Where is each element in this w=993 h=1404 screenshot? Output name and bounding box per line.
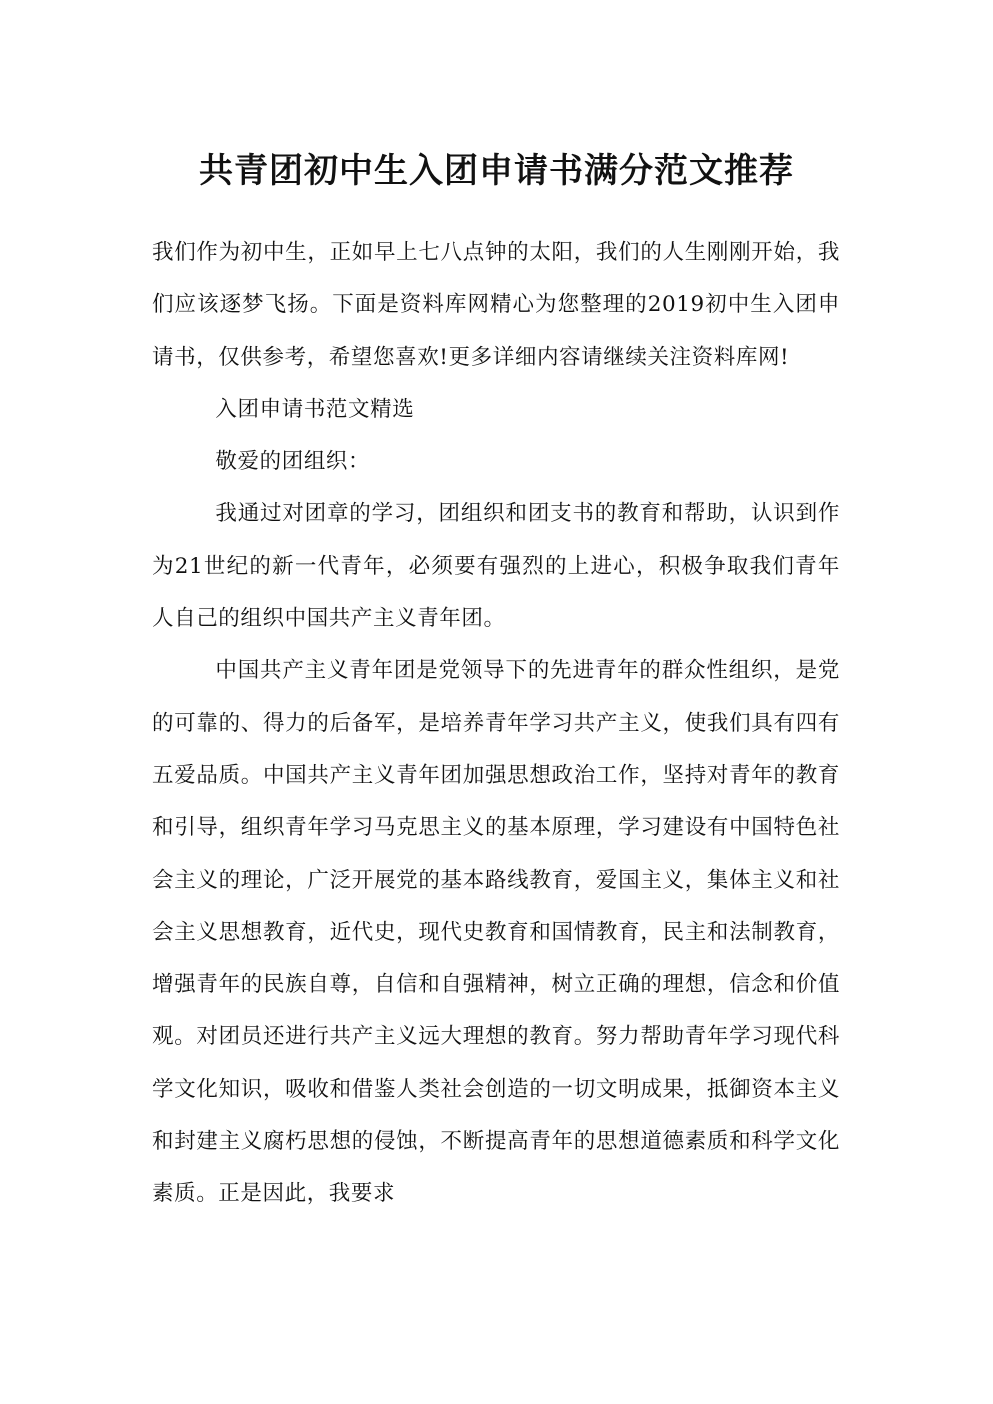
body-paragraph: 中国共产主义青年团是党领导下的先进青年的群众性组织，是党的可靠的、得力的后备军，是培养青年学习共产主义，使我们具有四有五爱品质。中国共产主义青年团加强思想政治工作，坚持对青年的教育和引导，组织青年学习马克思主义的基本原理，学习建设有中国特色社会主义的理论，广泛开展党的基本路线教育，爱国主义，集体主义和社会主义思想教育，近代史，现代史教育和国情教育，民主和法制教育，增强青年的民族自尊，自信和自强精神，树立正确的理想，信念和价值观。对团员还进行共产主义远大理想的教育。努力帮助青年学习现代科学文化知识，吸收和借鉴人类社会创造的一切文明成果，抵御资本主义和封建主义腐朽思想的侵蚀，不断提高青年的思想道德素质和科学文化素质。正是因此，我要求 [152,658,840,1207]
section-heading: 入团申请书范文精选 [215,396,415,422]
document-title: 共青团初中生入团申请书满分范文推荐 [199,150,794,191]
body-paragraph: 我通过对团章的学习，团组织和团支书的教育和帮助，认识到作为21世纪的新一代青年，必须要有强烈的上进心，积极争取我们青年人自己的组织中国共产主义青年团。 [152,501,840,632]
document-body [152,227,840,1221]
salutation: 敬爱的团组织： [215,449,371,475]
intro-paragraph: 我们作为初中生，正如早上七八点钟的太阳，我们的人生刚刚开始，我们应该逐梦飞扬。下面是资料库网精心为您整理的2019初中生入团申请书，仅供参考，希望您喜欢!更多详细内容请继续关注资料库网! [152,240,840,370]
